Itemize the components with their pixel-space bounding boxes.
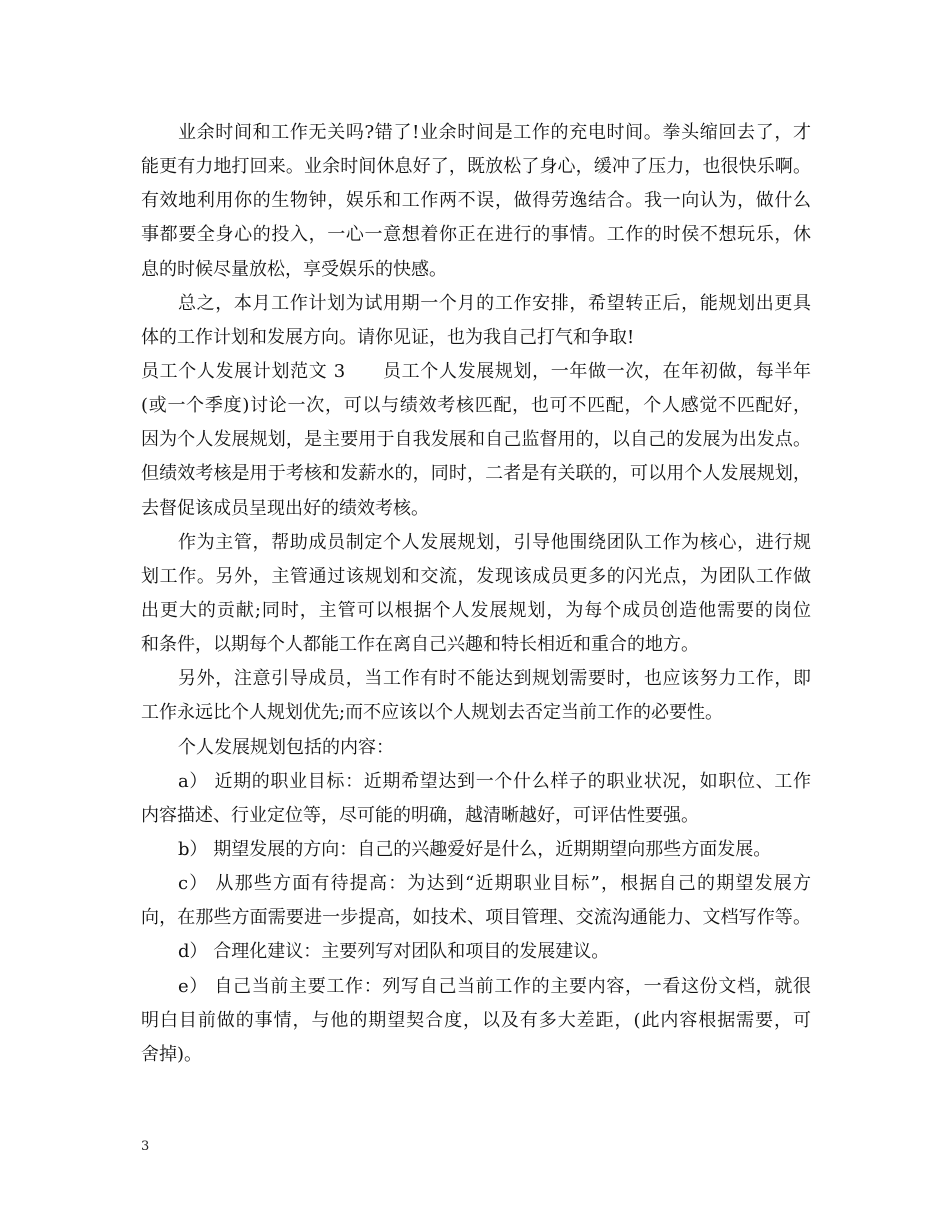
text-line: 另外，注意引导成员，当工作有时不能达到规划需要时，也应该努力工作，即	[178, 668, 811, 690]
text-line: 能更有力地打回来。业余时间休息好了，既放松了身心，缓冲了压力，也很快乐啊。	[141, 156, 811, 178]
text-line: 内容描述、行业定位等，尽可能的明确，越清晰越好，可评估性要强。	[141, 804, 699, 826]
text-line: c） 从那些方面有待提高：为达到“近期职业目标”，根据自己的期望发展方	[178, 873, 811, 895]
text-line: 但绩效考核是用于考核和发薪水的，同时，二者是有关联的，可以用个人发展规划，	[141, 463, 811, 485]
text-line: b） 期望发展的方向：自己的兴趣爱好是什么，近期期望向那些方面发展。	[178, 838, 772, 860]
text-line: 工作永远比个人规划优先;而不应该以个人规划去否定当前工作的必要性。	[141, 702, 724, 724]
document-body	[141, 116, 811, 1072]
text-line: 个人发展规划包括的内容：	[178, 736, 394, 758]
text-line: d） 合理化建议：主要列写对团队和项目的发展建议。	[178, 941, 610, 963]
text-line: 明白目前做的事情，与他的期望契合度，以及有多大差距，(此内容根据需要，可	[141, 1009, 811, 1031]
text-line: 划工作。另外，主管通过该规划和交流，发现该成员更多的闪光点，为团队工作做	[141, 565, 811, 587]
text-line: 体的工作计划和发展方向。请你见证，也为我自己打气和争取!	[141, 326, 635, 348]
text-line: 和条件，以期每个人都能工作在离自己兴趣和特长相近和重合的地方。	[141, 634, 699, 656]
text-line: 有效地利用你的生物钟，娱乐和工作两不误，做得劳逸结合。我一向认为，做什么	[141, 190, 811, 212]
text-line: 业余时间和工作无关吗?错了!业余时间是工作的充电时间。拳头缩回去了，才	[178, 122, 811, 143]
text-line: 向，在那些方面需要进一步提高，如技术、项目管理、交流沟通能力、文档写作等。	[141, 907, 811, 929]
text-line: 出更大的贡献;同时，主管可以根据个人发展规划，为每个成员创造他需要的岗位	[141, 599, 811, 621]
text-line: 因为个人发展规划，是主要用于自我发展和自己监督用的，以自己的发展为出发点。	[141, 429, 811, 451]
text-line: 作为主管，帮助成员制定个人发展规划，引导他围绕团队工作为核心，进行规	[178, 531, 811, 553]
text-line: 息的时候尽量放松，享受娱乐的快感。	[141, 258, 447, 280]
text-line: e） 自己当前主要工作：列写自己当前工作的主要内容，一看这份文档，就很	[178, 975, 811, 997]
text-line: (或一个季度)讨论一次，可以与绩效考核匹配，也可不匹配，个人感觉不匹配好，	[141, 395, 811, 417]
text-line: 舍掉)。	[141, 1043, 203, 1065]
text-line: 总之，本月工作计划为试用期一个月的工作安排，希望转正后，能规划出更具	[178, 292, 811, 314]
text-line: 去督促该成员呈现出好的绩效考核。	[141, 497, 429, 519]
text-line: 事都要全身心的投入，一心一意想着你正在进行的事情。工作的时侯不想玩乐，休	[141, 224, 811, 246]
text-line: 员工个人发展计划范文 3 员工个人发展规划，一年做一次，在年初做，每半年	[141, 360, 811, 382]
text-line: a） 近期的职业目标：近期希望达到一个什么样子的职业状况，如职位、工作	[178, 770, 811, 792]
page-number: 3	[141, 1139, 150, 1154]
